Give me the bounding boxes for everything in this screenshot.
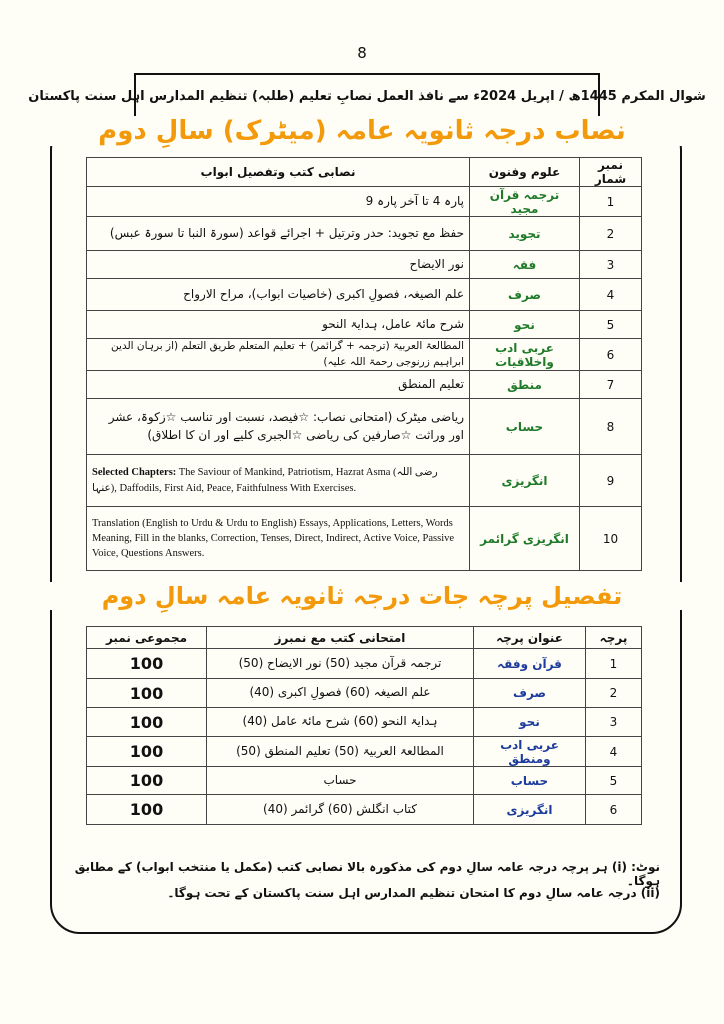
table-row [87, 311, 642, 339]
books-cell: شرح مائۃ عامل، ہدایۃ النحو [87, 311, 470, 339]
paper-title-cell: صرف [474, 679, 586, 708]
serial-cell: 5 [580, 311, 642, 339]
subject-cell: ترجمہ قرآن مجید [470, 187, 580, 217]
header-serial: نمبر شمار [580, 158, 642, 187]
serial-cell: 3 [580, 251, 642, 279]
paper-cell: 2 [586, 679, 642, 708]
serial-cell: 7 [580, 371, 642, 399]
paper-cell: 6 [586, 795, 642, 825]
subject-cell: منطق [470, 371, 580, 399]
paper-title-cell: حساب [474, 767, 586, 795]
total-cell: 100 [87, 767, 207, 795]
table-row [87, 507, 642, 571]
paper-title-cell: عربی ادب ومنطق [474, 737, 586, 767]
table-row [87, 251, 642, 279]
books-cell: المطالعۃ العربیۃ (ترجمہ + گرائمر) + تعلیم المتعلم طریق التعلم (از برہان الدین ابراہیم زرنوجی رحمۃ اللہ علیہ) [87, 339, 470, 371]
exam-books-cell: المطالعۃ العربیۃ (50) تعلیم المنطق (50) [207, 737, 474, 767]
header-subject: علوم وفنون [470, 158, 580, 187]
selected-chapters-label: Selected Chapters: [92, 467, 177, 479]
paper-cell: 4 [586, 737, 642, 767]
serial-cell: 1 [580, 187, 642, 217]
books-cell: حفظ مع تجوید: حدر وترتیل + اجرائے قواعد (سورۃ النبا تا سورۃ عبس) [87, 217, 470, 251]
subject-cell: عربی ادب واخلاقیات [470, 339, 580, 371]
serial-cell: 9 [580, 455, 642, 507]
selected-chapters-text: The Saviour of Mankind, Patriotism, Hazrat Asma (رضی اللہ عنہا), Daffodils, First Aid, Peace, Faithfulness With Exercises. [92, 467, 438, 494]
subject-cell: تجوید [470, 217, 580, 251]
serial-cell: 4 [580, 279, 642, 311]
total-cell: 100 [87, 679, 207, 708]
paper-title-cell: انگریزی [474, 795, 586, 825]
table-row [87, 399, 642, 455]
page-number: 8 [357, 44, 367, 62]
syllabus-table [86, 157, 642, 571]
note-1: نوٹ: (i) ہر پرچہ درجہ عامہ سالِ دوم کی مذکورہ بالا نصابی کتب (مکمل یا منتخب ابواب) کے مطابق ہوگا۔ [74, 860, 660, 888]
total-cell: 100 [87, 795, 207, 825]
table-row [87, 679, 642, 708]
table-row [87, 708, 642, 737]
table-row [87, 795, 642, 825]
header-box: شوال المکرم 1445ھ / اپریل 2024ء سے نافذ العمل نصابِ تعلیم (طلبہ) تنظیم المدارس اہل سنت پاکستان [134, 73, 600, 119]
paper-title-cell: قرآن وفقہ [474, 649, 586, 679]
books-cell: Translation (English to Urdu & Urdu to English) Essays, Applications, Letters, Words Meaning, Fill in the blanks, Correction, Tenses, Direct, Indirect, Active Voice, Passive Voice, Questions Answers. [87, 507, 470, 571]
paper-cell: 5 [586, 767, 642, 795]
books-cell: نور الایضاح [87, 251, 470, 279]
books-cell: ریاضی میٹرک (امتحانی نصاب: ☆فیصد، نسبت اور تناسب ☆زکوۃ، عشر اور وراثت ☆صارفین کی ریاضی ☆الجبری کلیے اور ان کا اطلاق) [87, 399, 470, 455]
exam-books-cell: علم الصیغہ (60) فصولِ اکبری (40) [207, 679, 474, 708]
table-row [87, 649, 642, 679]
papers-title: تفصیل پرچہ جات درجہ ثانویہ عامہ سالِ دوم [0, 582, 724, 610]
papers-table [86, 626, 642, 825]
table-row [87, 737, 642, 767]
table-row [87, 339, 642, 371]
paper-cell: 3 [586, 708, 642, 737]
serial-cell: 8 [580, 399, 642, 455]
table-row [87, 767, 642, 795]
header-title: عنوان پرچہ [474, 627, 586, 649]
subject-cell: فقہ [470, 251, 580, 279]
books-cell: پارہ 4 تا آخر پارہ 9 [87, 187, 470, 217]
serial-cell: 2 [580, 217, 642, 251]
books-cell: تعلیم المنطق [87, 371, 470, 399]
books-cell [87, 455, 470, 507]
paper-cell: 1 [586, 649, 642, 679]
subject-cell: حساب [470, 399, 580, 455]
total-cell: 100 [87, 737, 207, 767]
subject-cell: انگریزی [470, 455, 580, 507]
total-cell: 100 [87, 708, 207, 737]
exam-books-cell: حساب [207, 767, 474, 795]
table-row [87, 455, 642, 507]
table-row [87, 371, 642, 399]
exam-books-cell: ہدایۃ النحو (60) شرح مائۃ عامل (40) [207, 708, 474, 737]
total-cell: 100 [87, 649, 207, 679]
exam-books-cell: ترجمہ قرآن مجید (50) نور الایضاح (50) [207, 649, 474, 679]
books-cell: علم الصیغہ، فصولِ اکبری (خاصیات ابواب)، مراح الارواح [87, 279, 470, 311]
table-row [87, 187, 642, 217]
table-row [87, 217, 642, 251]
paper-title-cell: نحو [474, 708, 586, 737]
header-exam-books: امتحانی کتب مع نمبرز [207, 627, 474, 649]
header-paper: پرچہ [586, 627, 642, 649]
syllabus-title: نصاب درجہ ثانویہ عامہ (میٹرک) سالِ دوم [0, 116, 724, 146]
subject-cell: انگریزی گرائمر [470, 507, 580, 571]
serial-cell: 6 [580, 339, 642, 371]
serial-cell: 10 [580, 507, 642, 571]
subject-cell: صرف [470, 279, 580, 311]
exam-books-cell: کتاب انگلش (60) گرائمر (40) [207, 795, 474, 825]
header-total: مجموعی نمبر [87, 627, 207, 649]
header-books: نصابی کتب وتفصیل ابواب [87, 158, 470, 187]
table-row [87, 279, 642, 311]
note-2: (ii) درجہ عامہ سالِ دوم کا امتحان تنظیم المدارس اہل سنت پاکستان کے تحت ہوگا۔ [167, 886, 660, 900]
subject-cell: نحو [470, 311, 580, 339]
